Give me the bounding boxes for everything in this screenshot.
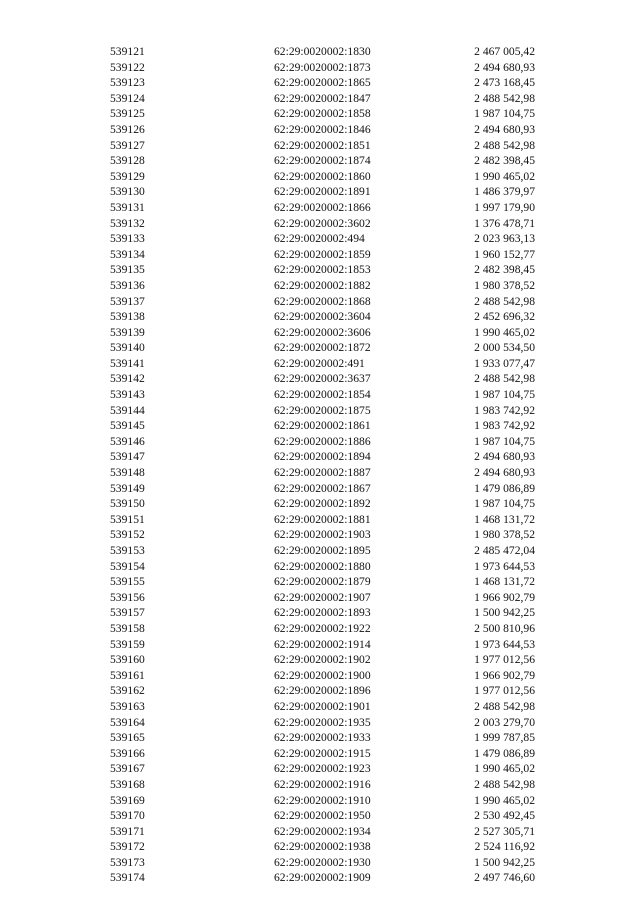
cadastral-number-cell: 62:29:0020002:3637: [274, 372, 371, 386]
cadastral-value-cell: 2 500 810,96: [474, 621, 535, 635]
table-row: [110, 590, 535, 606]
table-row: [110, 870, 535, 886]
cadastral-value-cell: 1 990 465,02: [474, 793, 535, 807]
cadastral-number-cell: 62:29:0020002:1907: [274, 590, 371, 604]
row-number-cell: 539162: [110, 684, 145, 698]
cadastral-value-cell: 2 530 492,45: [474, 809, 535, 823]
row-number-cell: 539125: [110, 107, 145, 121]
cadastral-value-cell: 2 452 696,32: [474, 310, 535, 324]
cadastral-value-cell: 1 973 644,53: [474, 559, 535, 573]
cadastral-value-cell: 2 488 542,98: [474, 777, 535, 791]
cadastral-value-cell: 2 003 279,70: [474, 715, 535, 729]
table-row: [110, 122, 535, 138]
cadastral-value-cell: 1 987 104,75: [474, 388, 535, 402]
row-number-cell: 539167: [110, 762, 145, 776]
row-number-cell: 539170: [110, 809, 145, 823]
cadastral-number-cell: 62:29:0020002:3606: [274, 325, 371, 339]
cadastral-value-cell: 2 000 534,50: [474, 341, 535, 355]
cadastral-value-cell: 1 983 742,92: [474, 403, 535, 417]
row-number-cell: 539174: [110, 871, 145, 885]
cadastral-value-cell: 1 983 742,92: [474, 419, 535, 433]
row-number-cell: 539156: [110, 590, 145, 604]
cadastral-number-cell: 62:29:0020002:1879: [274, 575, 371, 589]
table-row: [110, 216, 535, 232]
row-number-cell: 539171: [110, 824, 145, 838]
table-row: [110, 434, 535, 450]
row-number-cell: 539169: [110, 793, 145, 807]
row-number-cell: 539140: [110, 341, 145, 355]
row-number-cell: 539131: [110, 200, 145, 214]
table-row: [110, 543, 535, 559]
row-number-cell: 539127: [110, 138, 145, 152]
cadastral-number-cell: 62:29:0020002:1847: [274, 91, 371, 105]
cadastral-value-cell: 1 977 012,56: [474, 653, 535, 667]
table-row: [110, 730, 535, 746]
row-number-cell: 539142: [110, 372, 145, 386]
cadastral-value-cell: 1 997 179,90: [474, 200, 535, 214]
cadastral-number-cell: 62:29:0020002:1902: [274, 653, 371, 667]
row-number-cell: 539165: [110, 731, 145, 745]
table-row: [110, 262, 535, 278]
row-number-cell: 539154: [110, 559, 145, 573]
cadastral-value-cell: 2 494 680,93: [474, 450, 535, 464]
table-row: [110, 403, 535, 419]
table-row: [110, 699, 535, 715]
cadastral-number-cell: 62:29:0020002:1930: [274, 855, 371, 869]
cadastral-number-cell: 62:29:0020002:1874: [274, 154, 371, 168]
cadastral-value-cell: 1 966 902,79: [474, 668, 535, 682]
table-row: [110, 387, 535, 403]
cadastral-number-cell: 62:29:0020002:1903: [274, 528, 371, 542]
cadastral-number-cell: 62:29:0020002:1894: [274, 450, 371, 464]
row-number-cell: 539161: [110, 668, 145, 682]
cadastral-value-cell: 2 485 472,04: [474, 544, 535, 557]
cadastral-number-cell: 62:29:0020002:1861: [274, 419, 371, 433]
table-row: [110, 325, 535, 341]
table-row: [110, 44, 535, 60]
cadastral-number-cell: 62:29:0020002:1872: [274, 341, 371, 355]
table-row: [110, 138, 535, 154]
cadastral-number-cell: 62:29:0020002:1916: [274, 777, 371, 791]
row-number-cell: 539134: [110, 247, 145, 261]
cadastral-value-cell: 1 999 787,85: [474, 731, 535, 745]
table-row: [110, 294, 535, 310]
row-number-cell: 539137: [110, 294, 145, 308]
row-number-cell: 539138: [110, 310, 145, 324]
table-row: [110, 777, 535, 793]
cadastral-number-cell: 62:29:0020002:1865: [274, 76, 371, 90]
cadastral-value-cell: 1 990 465,02: [474, 169, 535, 183]
cadastral-number-cell: 62:29:0020002:1900: [274, 668, 371, 682]
cadastral-number-cell: 62:29:0020002:1867: [274, 481, 371, 495]
cadastral-number-cell: 62:29:0020002:1854: [274, 388, 371, 402]
cadastral-number-cell: 62:29:0020002:1875: [274, 403, 371, 417]
cadastral-number-cell: 62:29:0020002:1859: [274, 247, 371, 261]
table-row: [110, 309, 535, 325]
table-row: [110, 683, 535, 699]
table-row: [110, 637, 535, 653]
table-row: [110, 746, 535, 762]
row-number-cell: 539139: [110, 325, 145, 339]
table-row: [110, 574, 535, 590]
table-row: [110, 91, 535, 107]
cadastral-value-cell: 2 494 680,93: [474, 466, 535, 480]
cadastral-number-cell: 62:29:0020002:1910: [274, 793, 371, 807]
row-number-cell: 539128: [110, 154, 145, 168]
row-number-cell: 539172: [110, 840, 145, 854]
cadastral-value-cell: 2 023 963,13: [474, 232, 535, 246]
table-row: [110, 449, 535, 465]
cadastral-number-cell: 62:29:0020002:1853: [274, 263, 371, 277]
cadastral-number-cell: 62:29:0020002:1895: [274, 544, 371, 557]
cadastral-number-cell: 62:29:0020002:1887: [274, 466, 371, 480]
cadastral-number-cell: 62:29:0020002:1901: [274, 699, 371, 713]
cadastral-value-cell: 1 376 478,71: [474, 216, 535, 230]
row-number-cell: 539126: [110, 122, 145, 136]
table-row: [110, 824, 535, 840]
cadastral-value-cell: 1 990 465,02: [474, 325, 535, 339]
cadastral-number-cell: 62:29:0020002:1868: [274, 294, 371, 308]
row-number-cell: 539148: [110, 466, 145, 480]
cadastral-number-cell: 62:29:0020002:1891: [274, 185, 371, 199]
cadastral-value-cell: 2 488 542,98: [474, 138, 535, 152]
table-row: [110, 605, 535, 621]
row-number-cell: 539135: [110, 263, 145, 277]
table-row: [110, 621, 535, 637]
row-number-cell: 539158: [110, 621, 145, 635]
cadastral-value-cell: 2 482 398,45: [474, 154, 535, 168]
cadastral-number-cell: 62:29:0020002:1950: [274, 809, 371, 823]
cadastral-number-cell: 62:29:0020002:1858: [274, 107, 371, 121]
row-number-cell: 539149: [110, 481, 145, 495]
cadastral-value-cell: 1 987 104,75: [474, 107, 535, 121]
table-row: [110, 793, 535, 809]
cadastral-number-cell: 62:29:0020002:1851: [274, 138, 371, 152]
cadastral-value-cell: 2 467 005,42: [474, 45, 535, 58]
cadastral-number-cell: 62:29:0020002:1915: [274, 746, 371, 760]
row-number-cell: 539141: [110, 356, 145, 370]
cadastral-number-cell: 62:29:0020002:1880: [274, 559, 371, 573]
row-number-cell: 539129: [110, 169, 145, 183]
table-row: [110, 839, 535, 855]
table-row: [110, 356, 535, 372]
table-row: [110, 75, 535, 91]
table-row: [110, 418, 535, 434]
table-row: [110, 527, 535, 543]
cadastral-number-cell: 62:29:0020002:1938: [274, 840, 371, 854]
row-number-cell: 539123: [110, 76, 145, 90]
table-row: [110, 715, 535, 731]
cadastral-number-cell: 62:29:0020002:1846: [274, 122, 371, 136]
table-row: [110, 247, 535, 263]
cadastral-value-cell: 1 980 378,52: [474, 528, 535, 542]
cadastral-value-cell: 2 494 680,93: [474, 60, 535, 74]
cadastral-value-cell: 1 933 077,47: [474, 356, 535, 370]
row-number-cell: 539121: [110, 45, 145, 58]
table-row: [110, 60, 535, 76]
cadastral-number-cell: 62:29:0020002:1860: [274, 169, 371, 183]
row-number-cell: 539132: [110, 216, 145, 230]
table-row: [110, 808, 535, 824]
row-number-cell: 539153: [110, 544, 145, 557]
row-number-cell: 539152: [110, 528, 145, 542]
table-row: [110, 496, 535, 512]
cadastral-value-cell: 2 488 542,98: [474, 372, 535, 386]
cadastral-value-cell: 1 973 644,53: [474, 637, 535, 651]
row-number-cell: 539133: [110, 232, 145, 246]
row-number-cell: 539124: [110, 91, 145, 105]
cadastral-number-cell: 62:29:0020002:494: [274, 232, 365, 246]
row-number-cell: 539163: [110, 699, 145, 713]
cadastral-number-cell: 62:29:0020002:1873: [274, 60, 371, 74]
row-number-cell: 539150: [110, 497, 145, 511]
cadastral-number-cell: 62:29:0020002:1881: [274, 512, 371, 526]
row-number-cell: 539147: [110, 450, 145, 464]
cadastral-value-cell: 1 479 086,89: [474, 746, 535, 760]
cadastral-number-cell: 62:29:0020002:1923: [274, 762, 371, 776]
row-number-cell: 539173: [110, 855, 145, 869]
cadastral-value-cell: 1 960 152,77: [474, 247, 535, 261]
cadastral-number-cell: 62:29:0020002:3602: [274, 216, 371, 230]
table-row: [110, 855, 535, 871]
row-number-cell: 539146: [110, 434, 145, 448]
cadastral-value-cell: 1 966 902,79: [474, 590, 535, 604]
table-row: [110, 371, 535, 387]
table-row: [110, 200, 535, 216]
row-number-cell: 539145: [110, 419, 145, 433]
cadastral-value-table: [110, 44, 535, 886]
table-row: [110, 169, 535, 185]
cadastral-number-cell: 62:29:0020002:1914: [274, 637, 371, 651]
row-number-cell: 539151: [110, 512, 145, 526]
table-row: [110, 761, 535, 777]
table-row: [110, 153, 535, 169]
cadastral-value-cell: 1 980 378,52: [474, 278, 535, 292]
row-number-cell: 539122: [110, 60, 145, 74]
row-number-cell: 539130: [110, 185, 145, 199]
cadastral-value-cell: 1 990 465,02: [474, 762, 535, 776]
cadastral-value-cell: 1 479 086,89: [474, 481, 535, 495]
cadastral-value-cell: 1 977 012,56: [474, 684, 535, 698]
table-row: [110, 559, 535, 575]
cadastral-number-cell: 62:29:0020002:1886: [274, 434, 371, 448]
cadastral-value-cell: 2 494 680,93: [474, 122, 535, 136]
row-number-cell: 539143: [110, 388, 145, 402]
row-number-cell: 539144: [110, 403, 145, 417]
cadastral-value-cell: 1 987 104,75: [474, 434, 535, 448]
cadastral-value-cell: 2 497 746,60: [474, 871, 535, 885]
cadastral-number-cell: 62:29:0020002:1866: [274, 200, 371, 214]
cadastral-value-cell: 2 488 542,98: [474, 294, 535, 308]
cadastral-value-cell: 1 468 131,72: [474, 512, 535, 526]
cadastral-value-cell: 2 527 305,71: [474, 824, 535, 838]
table-row: [110, 652, 535, 668]
cadastral-value-cell: 2 488 542,98: [474, 699, 535, 713]
row-number-cell: 539168: [110, 777, 145, 791]
row-number-cell: 539166: [110, 746, 145, 760]
cadastral-value-cell: 2 524 116,92: [474, 840, 535, 854]
cadastral-number-cell: 62:29:0020002:1934: [274, 824, 371, 838]
cadastral-number-cell: 62:29:0020002:1896: [274, 684, 371, 698]
cadastral-number-cell: 62:29:0020002:1922: [274, 621, 371, 635]
table-row: [110, 512, 535, 528]
cadastral-value-cell: 1 500 942,25: [474, 606, 535, 620]
cadastral-number-cell: 62:29:0020002:1935: [274, 715, 371, 729]
row-number-cell: 539164: [110, 715, 145, 729]
row-number-cell: 539136: [110, 278, 145, 292]
cadastral-number-cell: 62:29:0020002:1882: [274, 278, 371, 292]
cadastral-value-cell: 1 468 131,72: [474, 575, 535, 589]
row-number-cell: 539160: [110, 653, 145, 667]
table-row: [110, 465, 535, 481]
cadastral-number-cell: 62:29:0020002:491: [274, 356, 365, 370]
cadastral-number-cell: 62:29:0020002:1893: [274, 606, 371, 620]
row-number-cell: 539159: [110, 637, 145, 651]
cadastral-value-cell: 2 488 542,98: [474, 91, 535, 105]
cadastral-number-cell: 62:29:0020002:1933: [274, 731, 371, 745]
table-row: [110, 184, 535, 200]
cadastral-number-cell: 62:29:0020002:1830: [274, 45, 371, 58]
table-row: [110, 106, 535, 122]
row-number-cell: 539157: [110, 606, 145, 620]
table-row: [110, 481, 535, 497]
cadastral-number-cell: 62:29:0020002:3604: [274, 310, 371, 324]
cadastral-number-cell: 62:29:0020002:1892: [274, 497, 371, 511]
table-row: [110, 231, 535, 247]
cadastral-value-cell: 1 987 104,75: [474, 497, 535, 511]
row-number-cell: 539155: [110, 575, 145, 589]
cadastral-value-cell: 1 500 942,25: [474, 855, 535, 869]
cadastral-value-cell: 2 473 168,45: [474, 76, 535, 90]
table-row: [110, 668, 535, 684]
cadastral-value-cell: 2 482 398,45: [474, 263, 535, 277]
table-row: [110, 278, 535, 294]
table-row: [110, 340, 535, 356]
cadastral-value-cell: 1 486 379,97: [474, 185, 535, 199]
cadastral-number-cell: 62:29:0020002:1909: [274, 871, 371, 885]
